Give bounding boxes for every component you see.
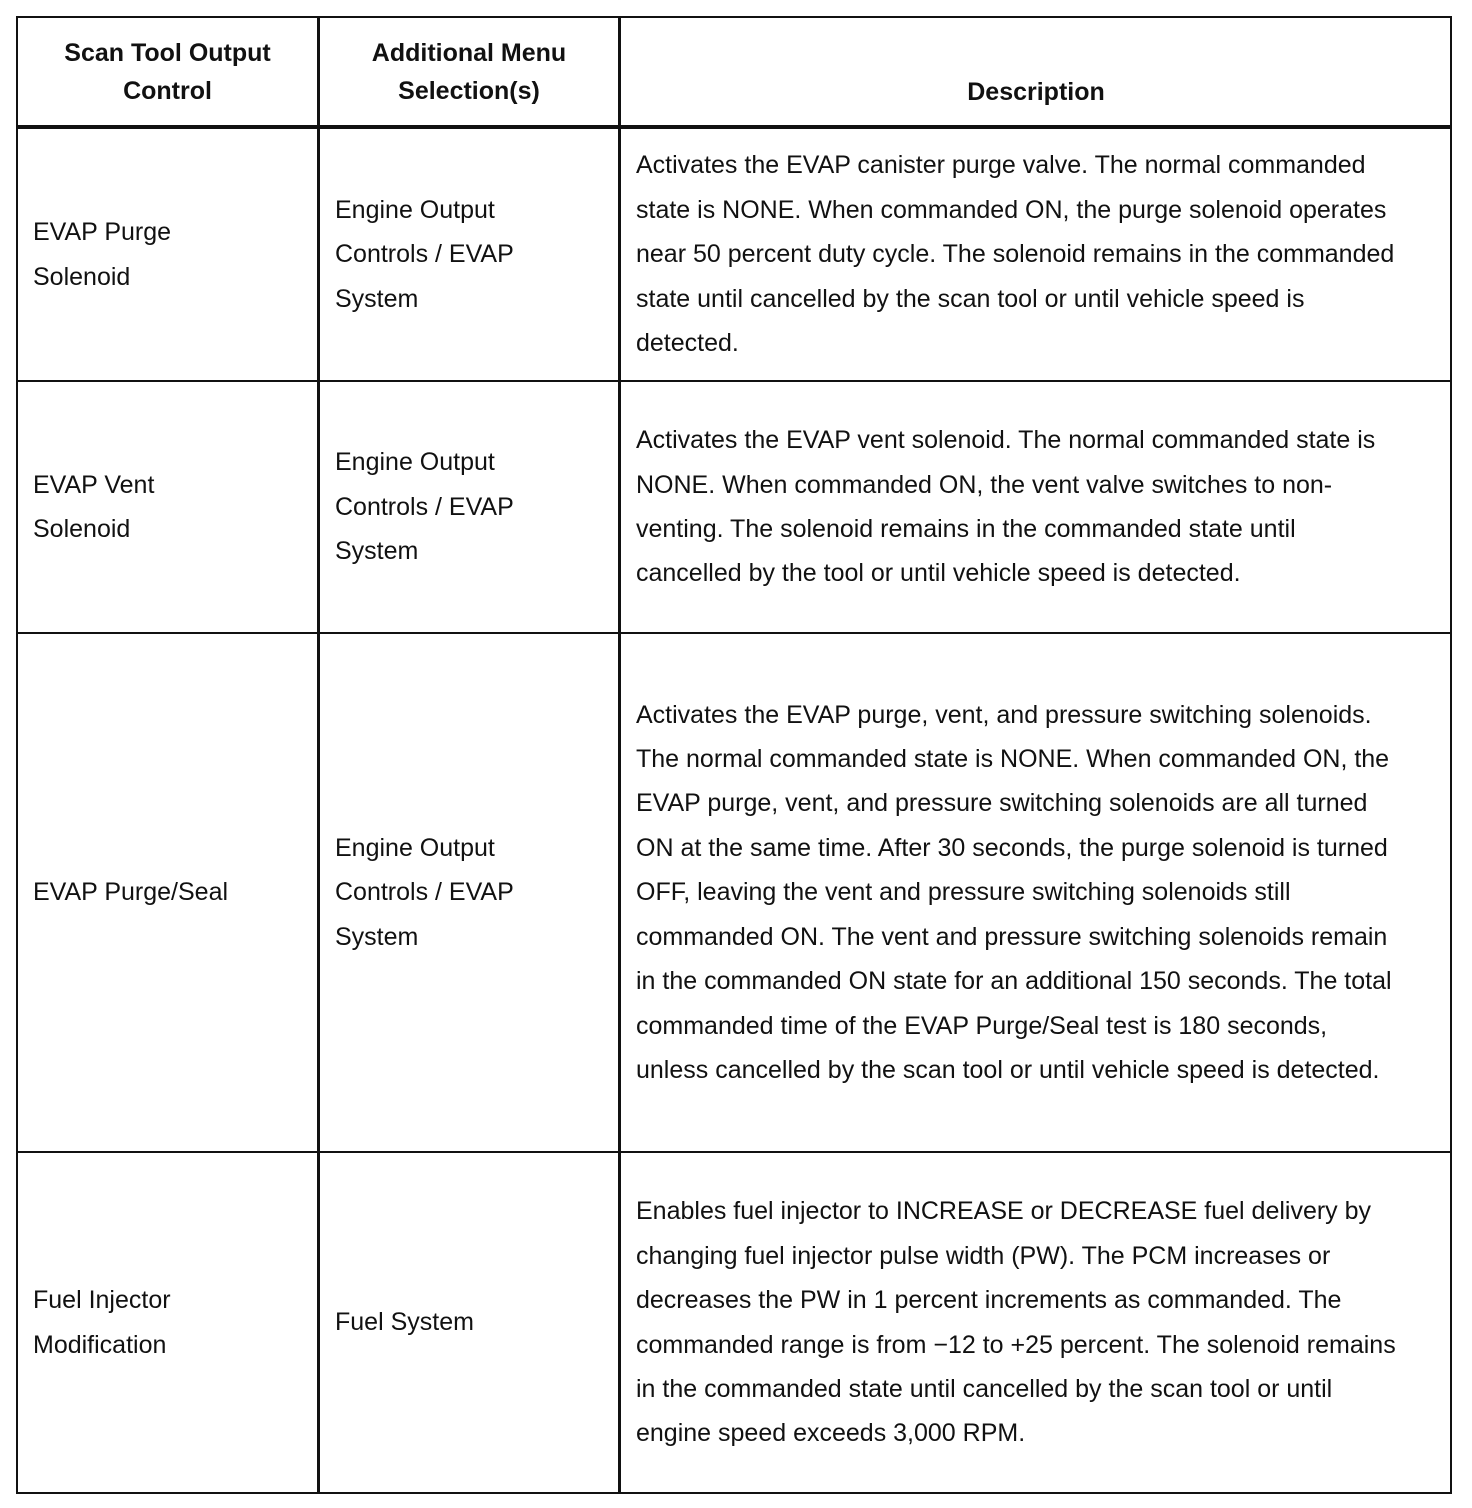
table-row-1-control: EVAP Purge Solenoid (33, 218, 172, 291)
header-description: Description (967, 78, 1105, 106)
header-scan-tool-output-control: Scan Tool Output Control (64, 38, 271, 105)
table-row-4-description: Enables fuel injector to INCREASE or DECREASE fuel delivery by changing fuel injector pulse width (PW). The PCM increases or decreases the PW in 1 percent increments as commanded. The commanded range is from −12 to +25 percent. The solenoid remains in the commanded state until cancelled by the scan tool or until engine speed exceeds 3,000 RPM. (636, 1197, 1396, 1448)
table-row-3-description: Activates the EVAP purge, vent, and pressure switching solenoids. The normal commanded state is NONE. When commanded ON, the EVAP purge, vent, and pressure switching solenoids are all turned ON at the same time. After 30 seconds, the purge solenoid is turned OFF, leaving the vent and pressure switching solenoids still commanded ON. The vent and pressure switching solenoids remain in the commanded ON state for an additional 150 seconds. The total commanded time of the EVAP Purge/Seal test is 180 seconds, unless cancelled by the scan tool or until vehicle speed is detected. (636, 700, 1392, 1084)
header-additional-menu-selections: Additional Menu Selection(s) (371, 38, 567, 105)
table-row-4-menu: Fuel System (335, 1308, 474, 1337)
table-row-4-control: Fuel Injector Modification (33, 1286, 171, 1359)
table-row-1-menu: Engine Output Controls / EVAP System (335, 195, 514, 313)
table-row-2-control: EVAP Vent Solenoid (33, 470, 155, 543)
table-row-2-menu: Engine Output Controls / EVAP System (335, 448, 514, 566)
table-row-1-description: Activates the EVAP canister purge valve. The normal commanded state is NONE. When commanded ON, the purge solenoid operates near 50 percent duty cycle. The solenoid remains in the commanded state until cancelled by the scan tool or until vehicle speed is detected. (636, 151, 1395, 358)
table-row-2-description: Activates the EVAP vent solenoid. The normal commanded state is NONE. When commanded ON, the vent valve switches to non-venting. The solenoid remains in the commanded state until cancelled by the tool or until vehicle speed is detected. (636, 426, 1376, 588)
output-controls-table (16, 16, 1452, 1494)
table-row-3-control: EVAP Purge/Seal (33, 878, 229, 907)
table-row-3-menu: Engine Output Controls / EVAP System (335, 833, 514, 951)
